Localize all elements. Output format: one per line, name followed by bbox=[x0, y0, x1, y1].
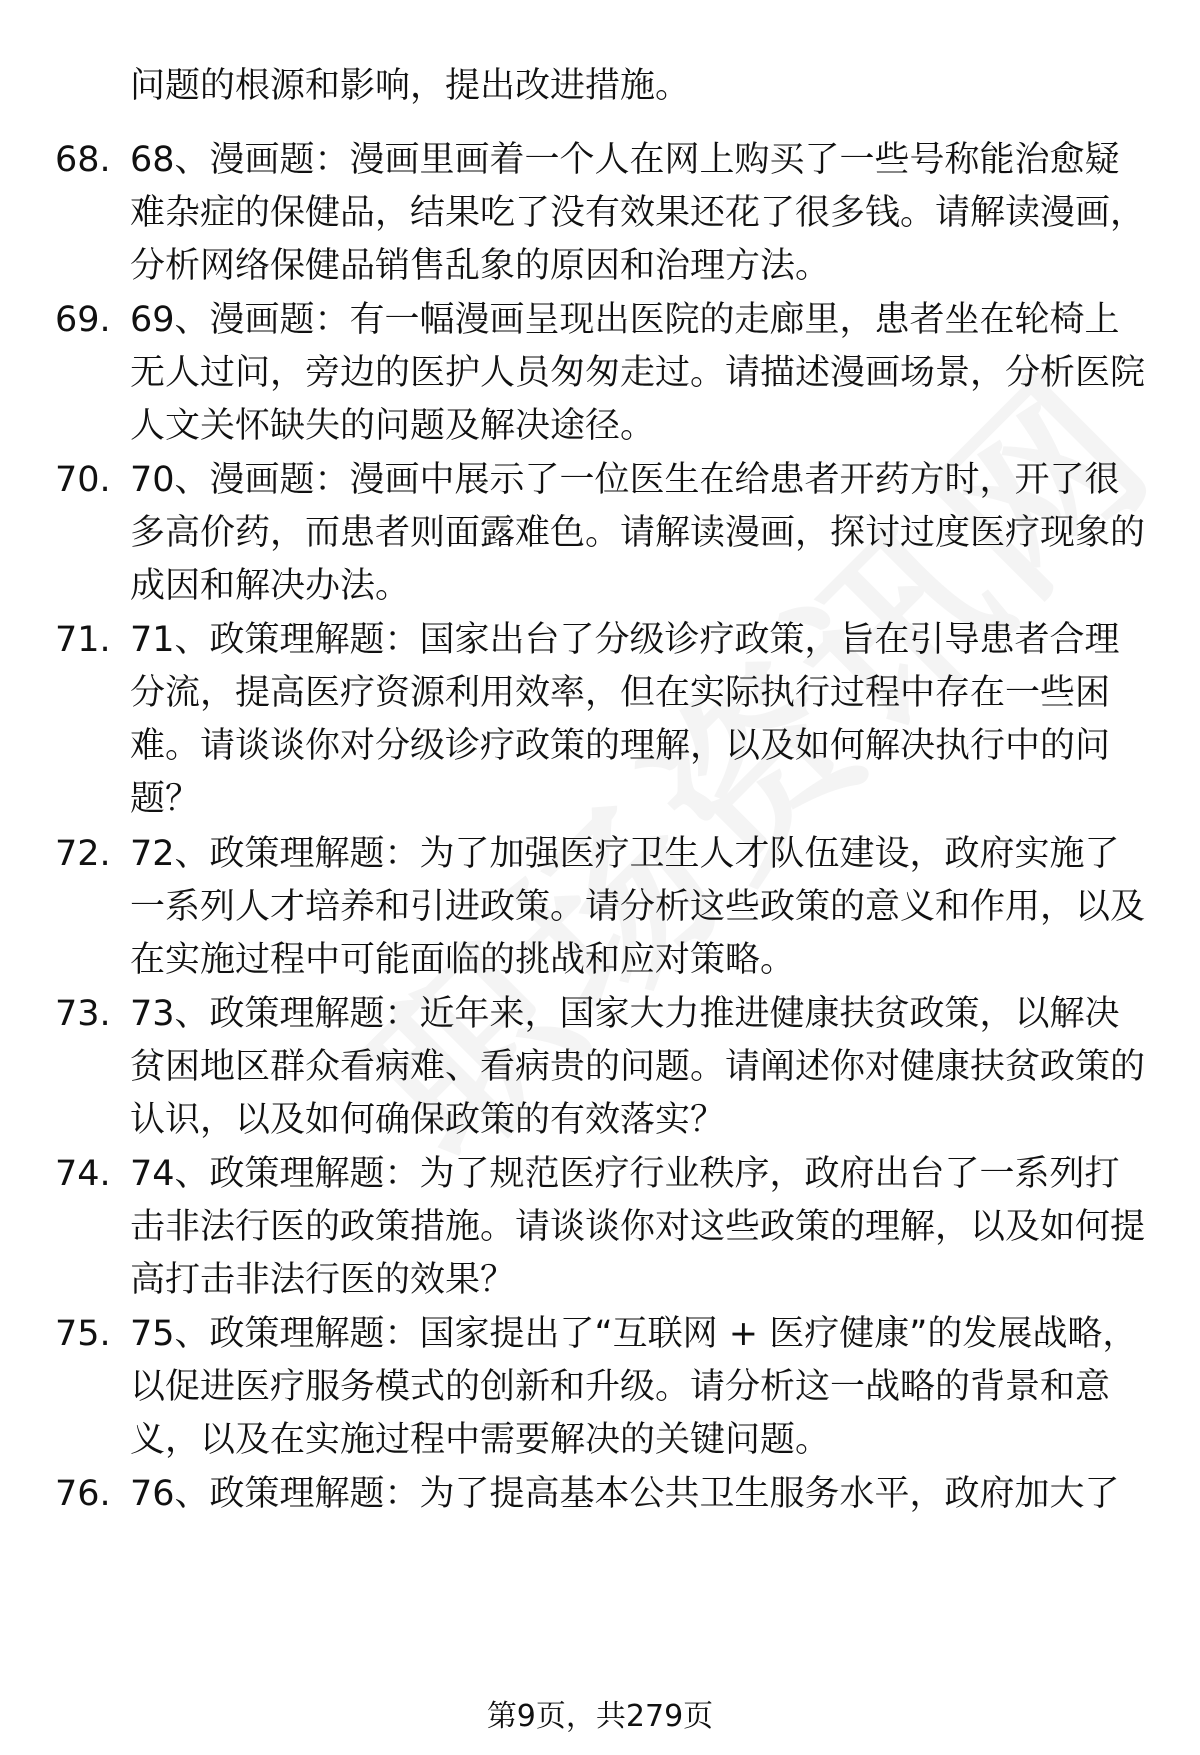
list-item bbox=[55, 988, 1150, 1147]
question-text: 75、政策理解题：国家提出了“互联网 + 医疗健康”的发展战略，以促进医疗服务模式的创新和升级。请分析这一战略的背景和意义，以及在实施过程中需要解决的关键问题。 bbox=[130, 1314, 1138, 1460]
question-number: 70. bbox=[55, 460, 111, 500]
question-number: 75. bbox=[55, 1314, 111, 1354]
question-number: 71. bbox=[55, 620, 111, 660]
question-text: 68、漫画题：漫画里画着一个人在网上购买了一些号称能治愈疑难杂症的保健品，结果吃了没有效果还花了很多钱。请解读漫画，分析网络保健品销售乱象的原因和治理方法。 bbox=[130, 140, 1146, 286]
page-footer: 第9页，共279页 bbox=[486, 1699, 714, 1734]
question-text: 74、政策理解题：为了规范医疗行业秩序，政府出台了一系列打击非法行医的政策措施。请谈谈你对这些政策的理解，以及如何提高打击非法行医的效果？ bbox=[130, 1154, 1146, 1300]
list-item bbox=[55, 294, 1150, 453]
list-item bbox=[55, 1308, 1150, 1467]
list-item bbox=[55, 454, 1150, 613]
list-item bbox=[55, 614, 1150, 826]
question-number: 73. bbox=[55, 994, 111, 1034]
question-text: 76、政策理解题：为了提高基本公共卫生服务水平，政府加大了 bbox=[130, 1474, 1120, 1514]
question-number: 68. bbox=[55, 140, 111, 180]
question-text: 71、政策理解题：国家出台了分级诊疗政策，旨在引导患者合理分流，提高医疗资源利用效率，但在实际执行过程中存在一些困难。请谈谈你对分级诊疗政策的理解，以及如何解决执行中的问题？ bbox=[130, 620, 1120, 819]
question-text: 70、漫画题：漫画中展示了一位医生在给患者开药方时，开了很多高价药，而患者则面露难色。请解读漫画，探讨过度医疗现象的成因和解决办法。 bbox=[130, 460, 1146, 606]
question-number: 69. bbox=[55, 300, 111, 340]
question-number: 72. bbox=[55, 834, 111, 874]
question-text: 73、政策理解题：近年来，国家大力推进健康扶贫政策，以解决贫困地区群众看病难、看病贵的问题。请阐述你对健康扶贫政策的认识，以及如何确保政策的有效落实？ bbox=[130, 994, 1146, 1140]
list-item bbox=[55, 1468, 1150, 1521]
question-number: 74. bbox=[55, 1154, 111, 1194]
list-item bbox=[55, 1148, 1150, 1307]
list-item bbox=[55, 134, 1150, 293]
question-text: 72、政策理解题：为了加强医疗卫生人才队伍建设，政府实施了一系列人才培养和引进政策。请分析这些政策的意义和作用，以及在实施过程中可能面临的挑战和应对策略。 bbox=[130, 834, 1146, 980]
question-text: 69、漫画题：有一幅漫画呈现出医院的走廊里，患者坐在轮椅上无人过问，旁边的医护人员匆匆走过。请描述漫画场景，分析医院人文关怀缺失的问题及解决途径。 bbox=[130, 300, 1146, 446]
list-item bbox=[55, 828, 1150, 987]
carry-over-text: 问题的根源和影响，提出改进措施。 bbox=[130, 66, 691, 106]
question-number: 76. bbox=[55, 1474, 111, 1514]
